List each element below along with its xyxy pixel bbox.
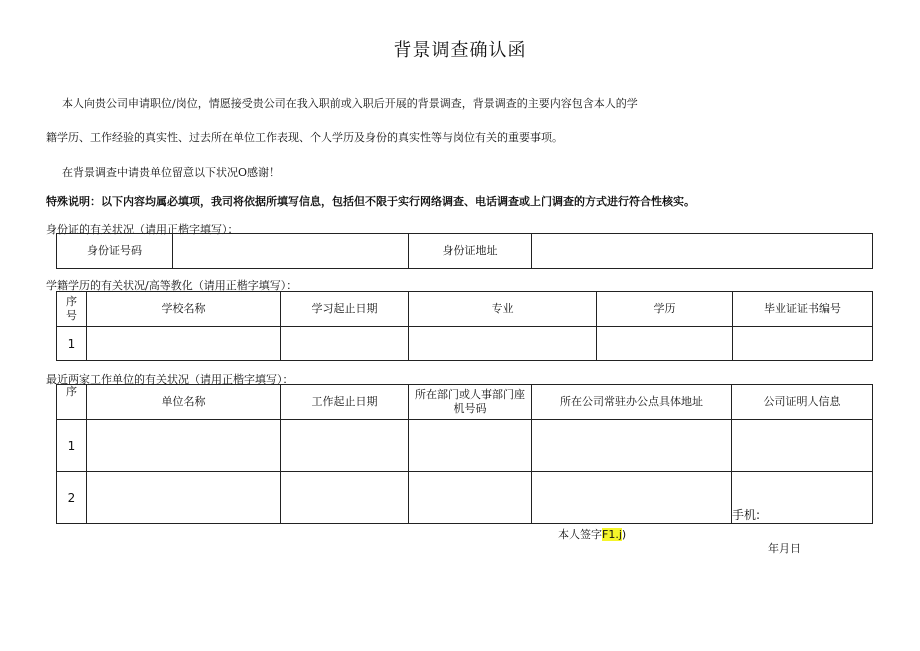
work-company-cell[interactable]	[87, 420, 281, 472]
signature-highlight: F1.j	[602, 528, 622, 541]
edu-header-school: 学校名称	[87, 292, 281, 327]
edu-dates-cell[interactable]	[281, 327, 409, 361]
education-section-heading: 学籍学历的有关状况/高等教化（请用正楷字填写）：	[46, 279, 298, 292]
work-section-heading: 最近两家工作单位的有关状况（请用正楷字填写）：	[46, 373, 294, 386]
special-note: 特殊说明：以下内容均属必填项，我司将依据所填写信息，包括但不限于实行网络调查、电话调查或上门调查的方式进行符合性核实。	[46, 195, 695, 208]
id-table	[56, 233, 873, 269]
edu-header-certificate: 毕业证证书编号	[733, 292, 873, 327]
edu-header-major: 专业	[409, 292, 597, 327]
signature-label: 本人签字	[558, 528, 602, 541]
work-address-cell[interactable]	[532, 472, 732, 524]
work-header-reference: 公司证明人信息	[732, 385, 873, 420]
edu-header-index: 序号	[57, 292, 87, 327]
edu-school-cell[interactable]	[87, 327, 281, 361]
id-address-label: 身份证地址	[409, 234, 532, 269]
signature-suffix: )	[621, 528, 627, 541]
edu-header-degree: 学历	[597, 292, 733, 327]
intro-paragraph-line-2: 籍学历、工作经验的真实性、过去所在单位工作表现、个人学历及身份的真实性等与岗位有关的重要事项。	[46, 131, 563, 144]
phone-label: 手机:	[732, 508, 761, 522]
work-header-dates: 工作起止日期	[281, 385, 409, 420]
work-header-department-phone: 所在部门或人事部门座机号码	[409, 385, 532, 420]
edu-major-cell[interactable]	[409, 327, 597, 361]
date-label: 年月日	[768, 542, 801, 555]
work-dates-cell[interactable]	[281, 420, 409, 472]
id-section-heading: 身份证的有关状况（请用正楷字填写）：	[46, 223, 239, 236]
work-header-index: 序	[57, 385, 87, 420]
edu-degree-cell[interactable]	[597, 327, 733, 361]
work-header-company: 单位名称	[87, 385, 281, 420]
signature-line	[558, 526, 626, 542]
edu-certificate-cell[interactable]	[733, 327, 873, 361]
page-title: 背景调查确认函	[393, 40, 527, 61]
work-table	[56, 384, 873, 524]
id-number-label: 身份证号码	[57, 234, 173, 269]
work-header-office-address: 所在公司常驻办公点具体地址	[532, 385, 732, 420]
work-dates-cell[interactable]	[281, 472, 409, 524]
work-row-index: 2	[57, 472, 87, 524]
intro-paragraph-line-1: 本人向贵公司申请职位/岗位，情愿接受贵公司在我入职前或入职后开展的背景调查，背景调查的主要内容包含本人的学	[62, 97, 638, 110]
table-row	[57, 327, 873, 361]
work-phone-cell[interactable]	[409, 420, 532, 472]
work-reference-cell[interactable]	[732, 420, 873, 472]
edu-header-dates: 学习起止日期	[281, 292, 409, 327]
work-company-cell[interactable]	[87, 472, 281, 524]
work-address-cell[interactable]	[532, 420, 732, 472]
work-reference-cell[interactable]	[732, 472, 873, 524]
edu-row-index: 1	[57, 327, 87, 361]
id-number-cell[interactable]	[173, 234, 409, 269]
id-address-cell[interactable]	[532, 234, 873, 269]
work-row-index: 1	[57, 420, 87, 472]
table-row	[57, 420, 873, 472]
work-phone-cell[interactable]	[409, 472, 532, 524]
education-table	[56, 291, 873, 361]
table-row	[57, 472, 873, 524]
intro-paragraph-line-3: 在背景调查中请贵单位留意以下状况O感谢！	[62, 166, 281, 179]
